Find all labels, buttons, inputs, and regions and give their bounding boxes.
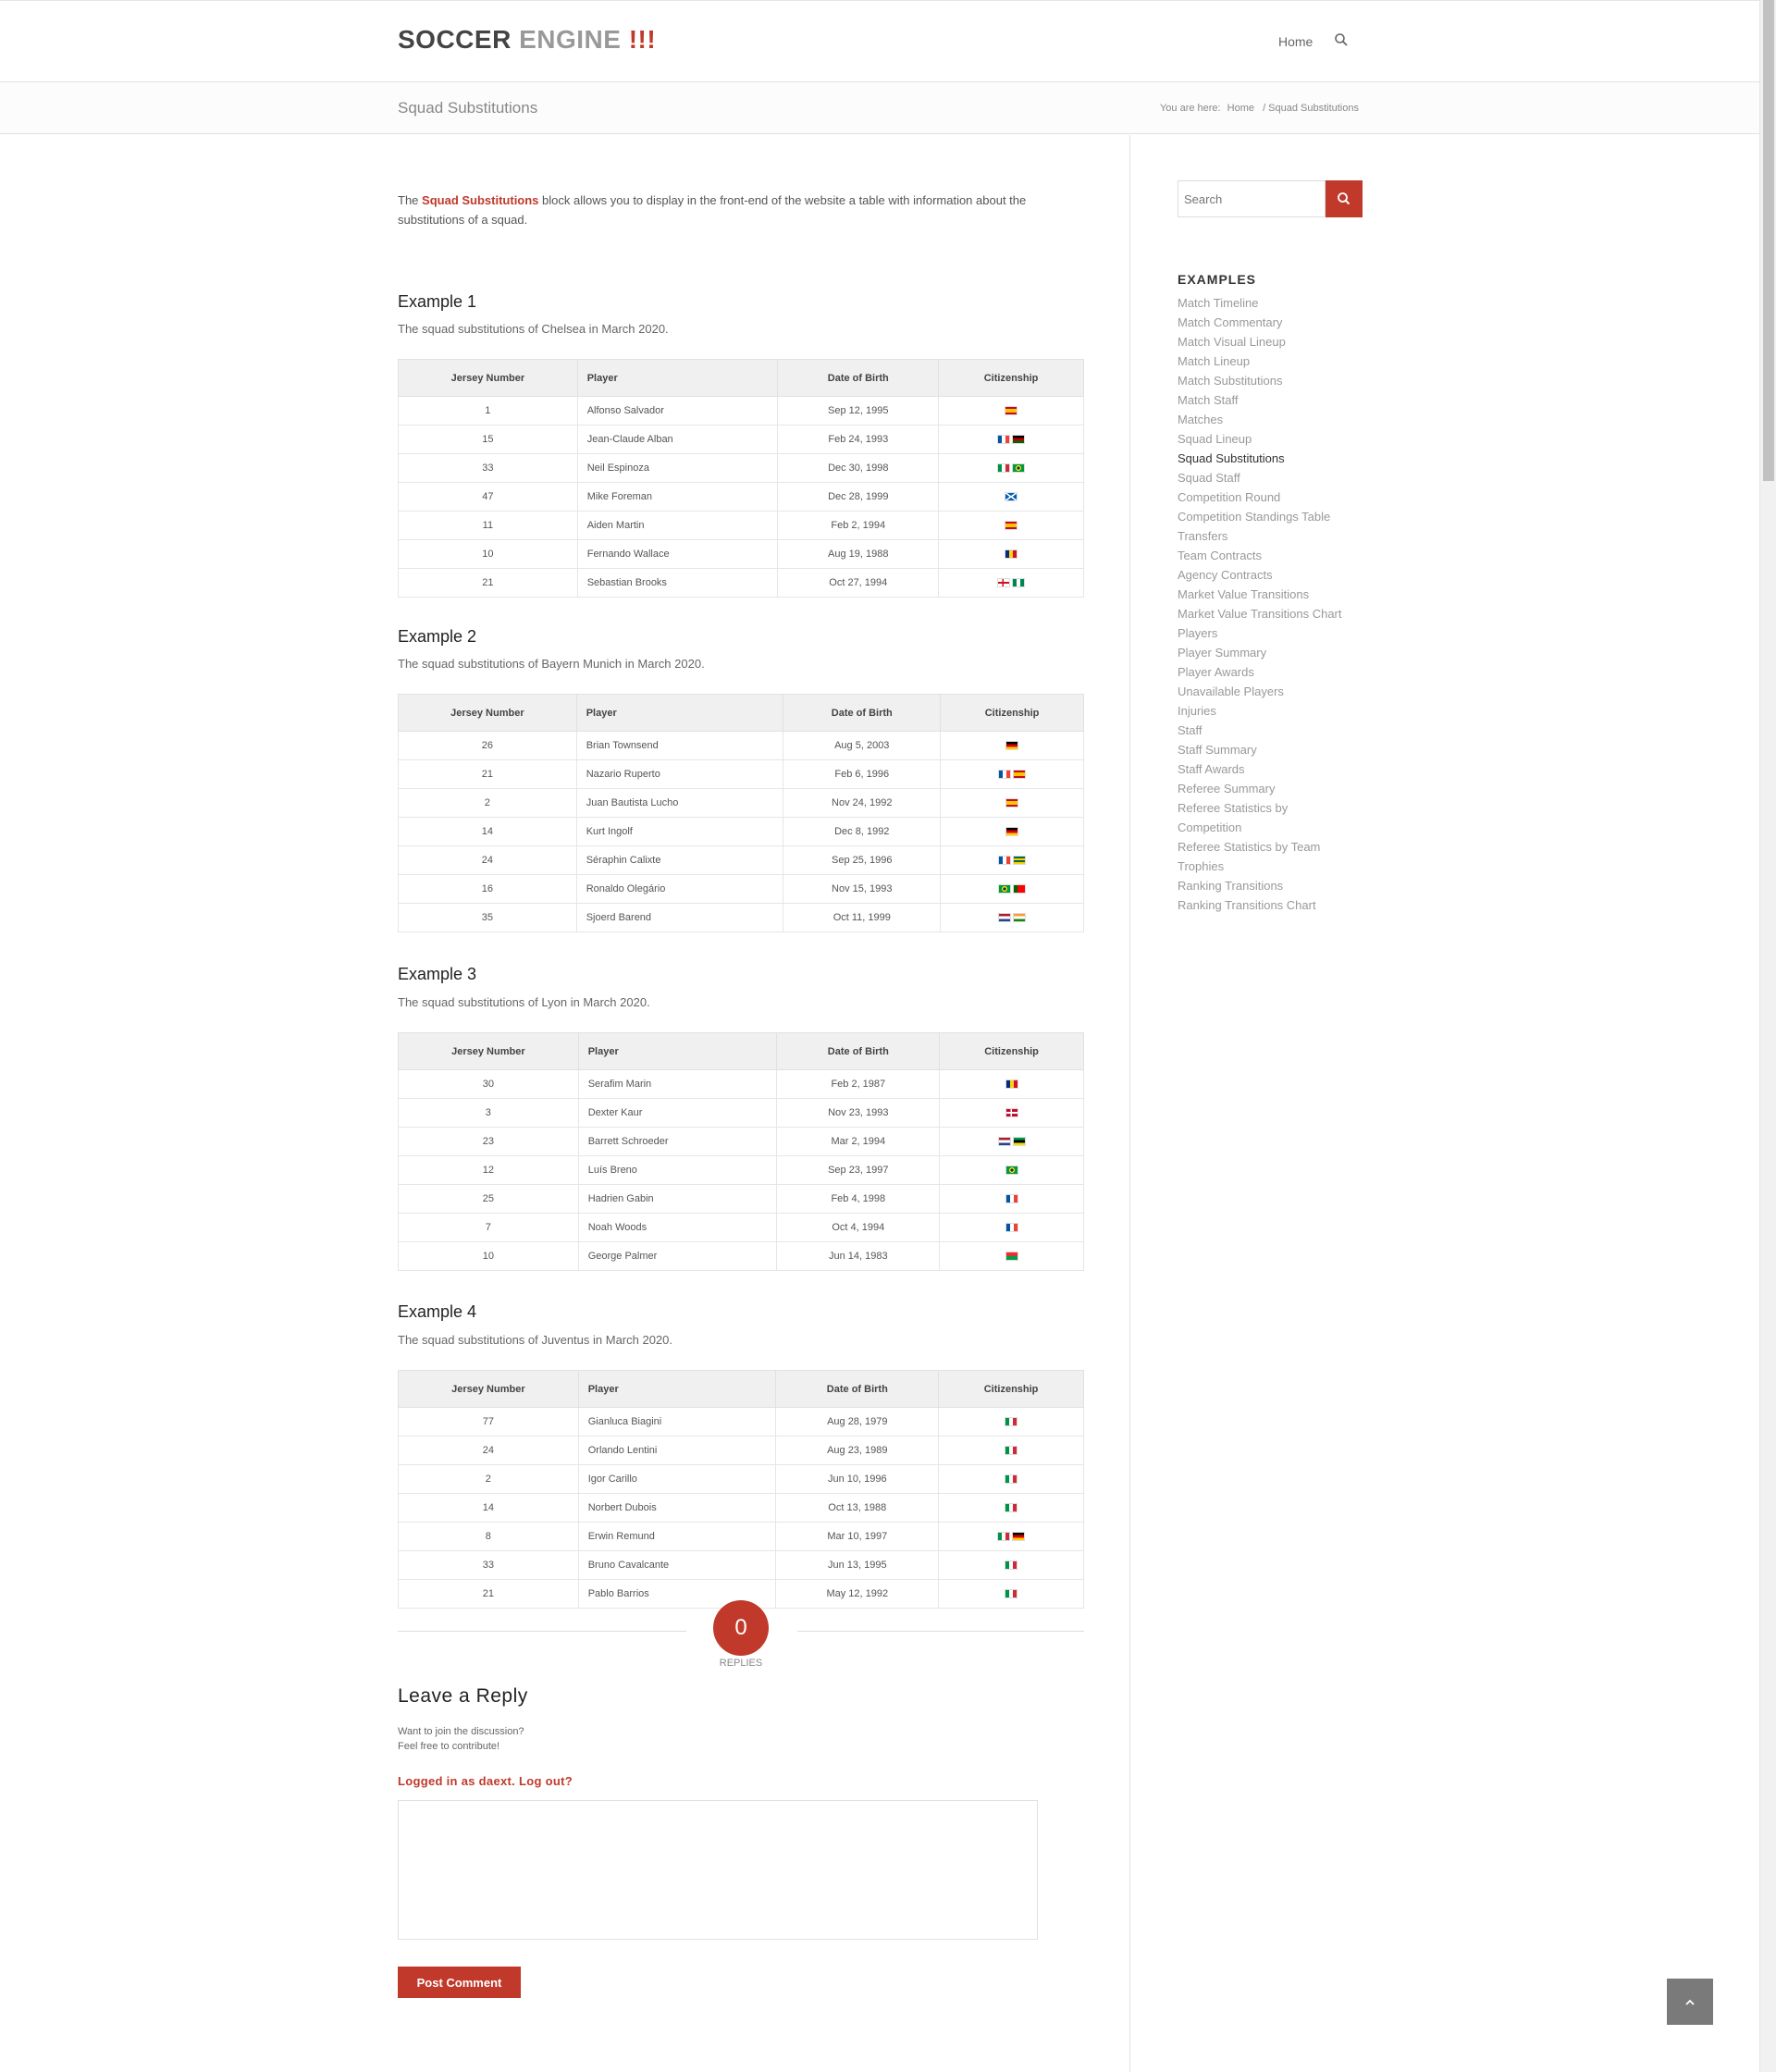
date-of-birth-cell: Oct 27, 1994 <box>778 569 939 598</box>
table-row <box>399 875 1084 904</box>
table-header-row <box>399 1033 1084 1070</box>
date-of-birth-cell: Aug 5, 2003 <box>783 732 941 760</box>
sidebar-item[interactable]: Match Timeline <box>1178 296 1259 310</box>
citizenship-cell <box>940 1156 1084 1185</box>
player-name-cell: Barrett Schroeder <box>578 1128 777 1156</box>
column-header[interactable]: Citizenship <box>941 695 1084 732</box>
jersey-number-cell: 21 <box>399 569 578 598</box>
player-name-cell: Alfonso Salvador <box>577 397 778 426</box>
replies-line-left <box>398 1631 686 1632</box>
jersey-number-cell: 24 <box>399 846 577 875</box>
flag-es-icon <box>1013 770 1026 779</box>
sidebar-item[interactable]: Players <box>1178 626 1218 640</box>
column-header[interactable]: Player <box>578 1033 777 1070</box>
flag-bf-icon <box>1005 1252 1018 1261</box>
player-name-cell: Norbert Dubois <box>578 1494 776 1523</box>
citizenship-cell <box>939 1494 1084 1523</box>
sidebar-item[interactable]: Unavailable Players <box>1178 684 1284 698</box>
date-of-birth-cell: Nov 23, 1993 <box>777 1099 940 1128</box>
breadcrumb-home-link[interactable]: Home <box>1227 103 1255 114</box>
table-row <box>399 1128 1084 1156</box>
citizenship-cell <box>941 818 1084 846</box>
sidebar-item[interactable]: Agency Contracts <box>1178 568 1273 582</box>
column-header[interactable]: Player <box>577 360 778 397</box>
intro-post: block allows you to display in the front-end of the website a table with information about the substitutions of a squad. <box>398 193 1027 227</box>
player-name-cell: Mike Foreman <box>577 483 778 512</box>
table-header-row <box>399 360 1084 397</box>
date-of-birth-cell: Mar 10, 1997 <box>776 1523 939 1551</box>
example-description: The squad substitutions of Juventus in March 2020. <box>398 1333 673 1347</box>
citizenship-cell <box>941 846 1084 875</box>
reply-sub-line1: Want to join the discussion? <box>398 1726 524 1737</box>
example-description: The squad substitutions of Chelsea in March 2020. <box>398 322 669 336</box>
nav-home-link[interactable]: Home <box>1278 34 1314 49</box>
date-of-birth-cell: Mar 2, 1994 <box>777 1128 940 1156</box>
citizenship-cell <box>939 454 1084 483</box>
date-of-birth-cell: Feb 24, 1993 <box>778 426 939 454</box>
flag-de-icon <box>1005 827 1018 836</box>
jersey-number-cell: 15 <box>399 426 578 454</box>
replies-count: 0 <box>713 1600 769 1656</box>
flag-de-icon <box>1012 1532 1025 1541</box>
sidebar-item[interactable]: Match Staff <box>1178 393 1239 407</box>
date-of-birth-cell: Oct 13, 1988 <box>776 1494 939 1523</box>
squad-substitutions-table <box>398 1370 1084 1609</box>
intro-highlight: Squad Substitutions <box>422 193 539 207</box>
citizenship-cell <box>940 1099 1084 1128</box>
player-name-cell: Bruno Cavalcante <box>578 1551 776 1580</box>
citizenship-cell <box>939 512 1084 540</box>
logged-in-link[interactable]: Logged in as daext. Log out? <box>398 1774 573 1788</box>
flag-it-icon <box>1005 1560 1018 1570</box>
column-header[interactable]: Player <box>578 1371 776 1408</box>
example-title: Example 4 <box>398 1302 477 1321</box>
table-row <box>399 1465 1084 1494</box>
sidebar-item[interactable]: Matches <box>1178 413 1224 426</box>
flag-fr-icon <box>997 435 1010 444</box>
date-of-birth-cell: Jun 10, 1996 <box>776 1465 939 1494</box>
sidebar-item[interactable]: Competition <box>1178 820 1242 834</box>
sidebar-item[interactable]: Market Value Transitions Chart <box>1178 607 1342 621</box>
citizenship-cell <box>941 789 1084 818</box>
jersey-number-cell: 26 <box>399 732 577 760</box>
column-header[interactable]: Jersey Number <box>399 360 578 397</box>
column-header[interactable]: Jersey Number <box>399 695 577 732</box>
date-of-birth-cell: Nov 24, 1992 <box>783 789 941 818</box>
player-name-cell: Gianluca Biagini <box>578 1408 776 1437</box>
logo-part-engine: ENGINE <box>519 25 622 54</box>
flag-nl-icon <box>998 913 1011 922</box>
date-of-birth-cell: Dec 28, 1999 <box>778 483 939 512</box>
scroll-to-top-button[interactable] <box>1667 1979 1713 2025</box>
jersey-number-cell: 2 <box>399 1465 579 1494</box>
sidebar-divider <box>1129 135 1130 2072</box>
jersey-number-cell: 21 <box>399 1580 579 1609</box>
intro-text <box>398 191 1084 229</box>
player-name-cell: Luís Breno <box>578 1156 777 1185</box>
citizenship-cell <box>941 760 1084 789</box>
flag-it-icon <box>1005 1503 1018 1512</box>
flag-es-icon <box>1005 521 1018 530</box>
flag-es-icon <box>1005 406 1018 415</box>
player-name-cell: Erwin Remund <box>578 1523 776 1551</box>
sidebar-examples-list <box>1178 293 1363 915</box>
table-row <box>399 846 1084 875</box>
squad-substitutions-table <box>398 1032 1084 1271</box>
table-row <box>399 1242 1084 1271</box>
date-of-birth-cell: May 12, 1992 <box>776 1580 939 1609</box>
table-row <box>399 1099 1084 1128</box>
flag-it-icon <box>1005 1446 1018 1455</box>
jersey-number-cell: 30 <box>399 1070 579 1099</box>
flag-es-icon <box>1005 798 1018 808</box>
replies-section <box>398 1598 1084 1672</box>
player-name-cell: Juan Bautista Lucho <box>576 789 783 818</box>
page-scrollbar[interactable] <box>1759 0 1776 2072</box>
flag-it-icon <box>997 463 1010 473</box>
sidebar-search-input[interactable] <box>1178 180 1326 217</box>
example-title: Example 2 <box>398 627 477 646</box>
table-row <box>399 512 1084 540</box>
flag-de-icon <box>1005 741 1018 750</box>
sidebar-item[interactable]: Match Commentary <box>1178 315 1283 329</box>
breadcrumb-prefix: You are here: <box>1159 103 1221 114</box>
post-comment-button[interactable]: Post Comment <box>398 1967 521 1998</box>
citizenship-cell <box>939 540 1084 569</box>
citizenship-cell <box>939 1523 1084 1551</box>
citizenship-cell <box>939 1437 1084 1465</box>
flag-ke-icon <box>1012 435 1025 444</box>
player-name-cell: Jean-Claude Alban <box>577 426 778 454</box>
jersey-number-cell: 7 <box>399 1214 579 1242</box>
replies-label: REPLIES <box>719 1658 763 1669</box>
flag-sco-icon <box>1005 492 1018 501</box>
table-row <box>399 1185 1084 1214</box>
flag-br-icon <box>998 884 1011 894</box>
reply-sub-line2: Feel free to contribute! <box>398 1741 500 1752</box>
player-name-cell: Pablo Barrios <box>578 1580 776 1609</box>
player-name-cell: Neil Espinoza <box>577 454 778 483</box>
jersey-number-cell: 10 <box>399 540 578 569</box>
sidebar-item[interactable]: Referee Statistics by Team <box>1178 840 1321 854</box>
reply-subtitle <box>398 1724 524 1754</box>
jersey-number-cell: 35 <box>399 904 577 932</box>
jersey-number-cell: 12 <box>399 1156 579 1185</box>
example-title: Example 1 <box>398 292 477 311</box>
player-name-cell: George Palmer <box>578 1242 777 1271</box>
example-description: The squad substitutions of Lyon in March 2020. <box>398 995 650 1009</box>
flag-br-icon <box>1012 463 1025 473</box>
date-of-birth-cell: Sep 12, 1995 <box>778 397 939 426</box>
logo-part-soccer: SOCCER <box>398 25 512 54</box>
date-of-birth-cell: Aug 23, 1989 <box>776 1437 939 1465</box>
sidebar-item[interactable]: Squad Substitutions <box>1178 451 1285 465</box>
column-header[interactable]: Jersey Number <box>399 1033 579 1070</box>
table-row <box>399 1156 1084 1185</box>
table-row <box>399 540 1084 569</box>
date-of-birth-cell: Sep 25, 1996 <box>783 846 941 875</box>
table-row <box>399 454 1084 483</box>
player-name-cell: Séraphin Calixte <box>576 846 783 875</box>
column-header[interactable]: Date of Birth <box>778 360 939 397</box>
player-name-cell: Orlando Lentini <box>578 1437 776 1465</box>
date-of-birth-cell: Dec 30, 1998 <box>778 454 939 483</box>
player-name-cell: Nazario Ruperto <box>576 760 783 789</box>
citizenship-cell <box>939 483 1084 512</box>
sidebar-item[interactable]: Ranking Transitions <box>1178 879 1284 893</box>
date-of-birth-cell: Sep 23, 1997 <box>777 1156 940 1185</box>
flag-it-icon <box>1005 1417 1018 1426</box>
example-title: Example 3 <box>398 965 477 983</box>
jersey-number-cell: 2 <box>399 789 577 818</box>
date-of-birth-cell: Feb 2, 1987 <box>777 1070 940 1099</box>
sidebar-item[interactable]: Market Value Transitions <box>1178 587 1310 601</box>
jersey-number-cell: 77 <box>399 1408 579 1437</box>
breadcrumb-current[interactable]: Squad Substitutions <box>1268 103 1359 114</box>
column-header[interactable]: Date of Birth <box>783 695 941 732</box>
player-name-cell: Ronaldo Olegário <box>576 875 783 904</box>
table-row <box>399 818 1084 846</box>
citizenship-cell <box>941 904 1084 932</box>
column-header[interactable]: Date of Birth <box>776 1371 939 1408</box>
flag-ng-icon <box>1012 578 1025 587</box>
flag-mz-icon <box>1013 1137 1026 1146</box>
flag-ro-icon <box>1005 1079 1018 1089</box>
table-row <box>399 1437 1084 1465</box>
site-header <box>0 1 1759 82</box>
jersey-number-cell: 8 <box>399 1523 579 1551</box>
sidebar-item[interactable]: Match Visual Lineup <box>1178 335 1286 349</box>
date-of-birth-cell: Feb 2, 1994 <box>778 512 939 540</box>
intro-pre: The <box>398 193 419 207</box>
sidebar-title: EXAMPLES <box>1178 272 1257 287</box>
table-row <box>399 1523 1084 1551</box>
table-row <box>399 1408 1084 1437</box>
breadcrumb <box>1156 103 1359 114</box>
player-name-cell: Hadrien Gabin <box>578 1185 777 1214</box>
flag-tg-icon <box>1013 856 1026 865</box>
flag-pt-icon <box>1013 884 1026 894</box>
jersey-number-cell: 23 <box>399 1128 579 1156</box>
squad-substitutions-table <box>398 694 1084 932</box>
flag-nl-icon <box>998 1137 1011 1146</box>
citizenship-cell <box>940 1185 1084 1214</box>
citizenship-cell <box>939 397 1084 426</box>
citizenship-cell <box>940 1128 1084 1156</box>
sidebar-item[interactable]: Ranking Transitions Chart <box>1178 898 1316 912</box>
sidebar-item[interactable]: Referee Statistics by <box>1178 801 1289 815</box>
citizenship-cell <box>940 1242 1084 1271</box>
date-of-birth-cell: Aug 28, 1979 <box>776 1408 939 1437</box>
sidebar-item[interactable]: Trophies <box>1178 859 1225 873</box>
jersey-number-cell: 14 <box>399 1494 579 1523</box>
table-header-row <box>399 1371 1084 1408</box>
citizenship-cell <box>939 426 1084 454</box>
sidebar-item[interactable]: Staff <box>1178 723 1202 737</box>
scrollbar-thumb[interactable] <box>1763 0 1774 481</box>
sidebar-item[interactable]: Player Summary <box>1178 646 1267 660</box>
column-header[interactable]: Citizenship <box>940 1033 1084 1070</box>
flag-fr-icon <box>998 770 1011 779</box>
jersey-number-cell: 47 <box>399 483 578 512</box>
table-row <box>399 1070 1084 1099</box>
main-content <box>398 191 1084 1599</box>
column-header[interactable]: Jersey Number <box>399 1371 579 1408</box>
jersey-number-cell: 14 <box>399 818 577 846</box>
search-icon <box>1326 180 1363 217</box>
player-name-cell: Kurt Ingolf <box>576 818 783 846</box>
table-row <box>399 760 1084 789</box>
squad-substitutions-table <box>398 359 1084 598</box>
logo-part-exclaim: !!! <box>628 25 657 54</box>
table-row <box>399 904 1084 932</box>
citizenship-cell <box>940 1070 1084 1099</box>
citizenship-cell <box>939 1408 1084 1437</box>
sidebar-item[interactable]: Transfers <box>1178 529 1228 543</box>
sidebar-item[interactable]: Competition Round <box>1178 490 1281 504</box>
sidebar-item[interactable]: Team Contracts <box>1178 549 1263 562</box>
replies-line-right <box>797 1631 1084 1632</box>
player-name-cell: Igor Carillo <box>578 1465 776 1494</box>
table-row <box>399 1551 1084 1580</box>
flag-in-icon <box>1013 913 1026 922</box>
flag-dk-icon <box>1005 1108 1018 1117</box>
citizenship-cell <box>940 1214 1084 1242</box>
comment-textarea[interactable] <box>398 1800 1038 1940</box>
table-row <box>399 426 1084 454</box>
sidebar-item[interactable]: Player Awards <box>1178 665 1254 679</box>
table-row <box>399 732 1084 760</box>
table-row <box>399 789 1084 818</box>
jersey-number-cell: 33 <box>399 454 578 483</box>
column-header[interactable]: Player <box>576 695 783 732</box>
breadcrumb-separator: / <box>1263 103 1266 114</box>
column-header[interactable]: Citizenship <box>939 1371 1084 1408</box>
citizenship-cell <box>941 732 1084 760</box>
player-name-cell: Sjoerd Barend <box>576 904 783 932</box>
date-of-birth-cell: Jun 13, 1995 <box>776 1551 939 1580</box>
player-name-cell: Aiden Martin <box>577 512 778 540</box>
player-name-cell: Brian Townsend <box>576 732 783 760</box>
flag-eng-icon <box>997 578 1010 587</box>
column-header[interactable]: Date of Birth <box>777 1033 940 1070</box>
date-of-birth-cell: Jun 14, 1983 <box>777 1242 940 1271</box>
flag-br-icon <box>1005 1166 1018 1175</box>
date-of-birth-cell: Aug 19, 1988 <box>778 540 939 569</box>
player-name-cell: Dexter Kaur <box>578 1099 777 1128</box>
sidebar-item[interactable]: Squad Staff <box>1178 471 1240 485</box>
reply-title: Leave a Reply <box>398 1685 528 1707</box>
column-header[interactable]: Citizenship <box>939 360 1084 397</box>
player-name-cell: Fernando Wallace <box>577 540 778 569</box>
flag-it-icon <box>1005 1589 1018 1598</box>
sidebar-item[interactable]: Staff Summary <box>1178 743 1257 757</box>
citizenship-cell <box>939 1551 1084 1580</box>
jersey-number-cell: 11 <box>399 512 578 540</box>
jersey-number-cell: 10 <box>399 1242 579 1271</box>
date-of-birth-cell: Dec 8, 1992 <box>783 818 941 846</box>
table-row <box>399 1494 1084 1523</box>
citizenship-cell <box>939 569 1084 598</box>
sidebar-item[interactable]: Match Substitutions <box>1178 374 1283 388</box>
jersey-number-cell: 25 <box>399 1185 579 1214</box>
player-name-cell: Serafim Marin <box>578 1070 777 1099</box>
flag-fr-icon <box>998 856 1011 865</box>
chevron-up-icon <box>1684 1999 1696 2006</box>
table-row <box>399 397 1084 426</box>
page-title: Squad Substitutions <box>398 99 538 117</box>
jersey-number-cell: 1 <box>399 397 578 426</box>
sidebar-search-button[interactable] <box>1326 180 1363 217</box>
sidebar-item[interactable]: Staff Awards <box>1178 762 1245 776</box>
sidebar-item[interactable]: Match Lineup <box>1178 354 1251 368</box>
date-of-birth-cell: Feb 6, 1996 <box>783 760 941 789</box>
sidebar-item[interactable]: Competition Standings Table <box>1178 510 1331 524</box>
table-header-row <box>399 695 1084 732</box>
flag-it-icon <box>1005 1474 1018 1484</box>
table-row <box>399 1214 1084 1242</box>
player-name-cell: Sebastian Brooks <box>577 569 778 598</box>
flag-fr-icon <box>1005 1223 1018 1232</box>
date-of-birth-cell: Oct 11, 1999 <box>783 904 941 932</box>
citizenship-cell <box>941 875 1084 904</box>
flag-ro-icon <box>1005 549 1018 559</box>
jersey-number-cell: 3 <box>399 1099 579 1128</box>
sidebar-item[interactable]: Squad Lineup <box>1178 432 1252 446</box>
date-of-birth-cell: Oct 4, 1994 <box>777 1214 940 1242</box>
table-row <box>399 569 1084 598</box>
example-description: The squad substitutions of Bayern Munich in March 2020. <box>398 657 705 671</box>
sidebar-item[interactable]: Injuries <box>1178 704 1216 718</box>
site-logo[interactable] <box>398 25 656 55</box>
date-of-birth-cell: Nov 15, 1993 <box>783 875 941 904</box>
search-icon[interactable] <box>1334 32 1350 49</box>
flag-it-icon <box>997 1532 1010 1541</box>
date-of-birth-cell: Feb 4, 1998 <box>777 1185 940 1214</box>
title-bar <box>0 82 1759 134</box>
jersey-number-cell: 21 <box>399 760 577 789</box>
jersey-number-cell: 16 <box>399 875 577 904</box>
table-row <box>399 483 1084 512</box>
player-name-cell: Noah Woods <box>578 1214 777 1242</box>
citizenship-cell <box>939 1465 1084 1494</box>
sidebar-item[interactable]: Referee Summary <box>1178 782 1276 796</box>
flag-fr-icon <box>1005 1194 1018 1203</box>
jersey-number-cell: 24 <box>399 1437 579 1465</box>
jersey-number-cell: 33 <box>399 1551 579 1580</box>
